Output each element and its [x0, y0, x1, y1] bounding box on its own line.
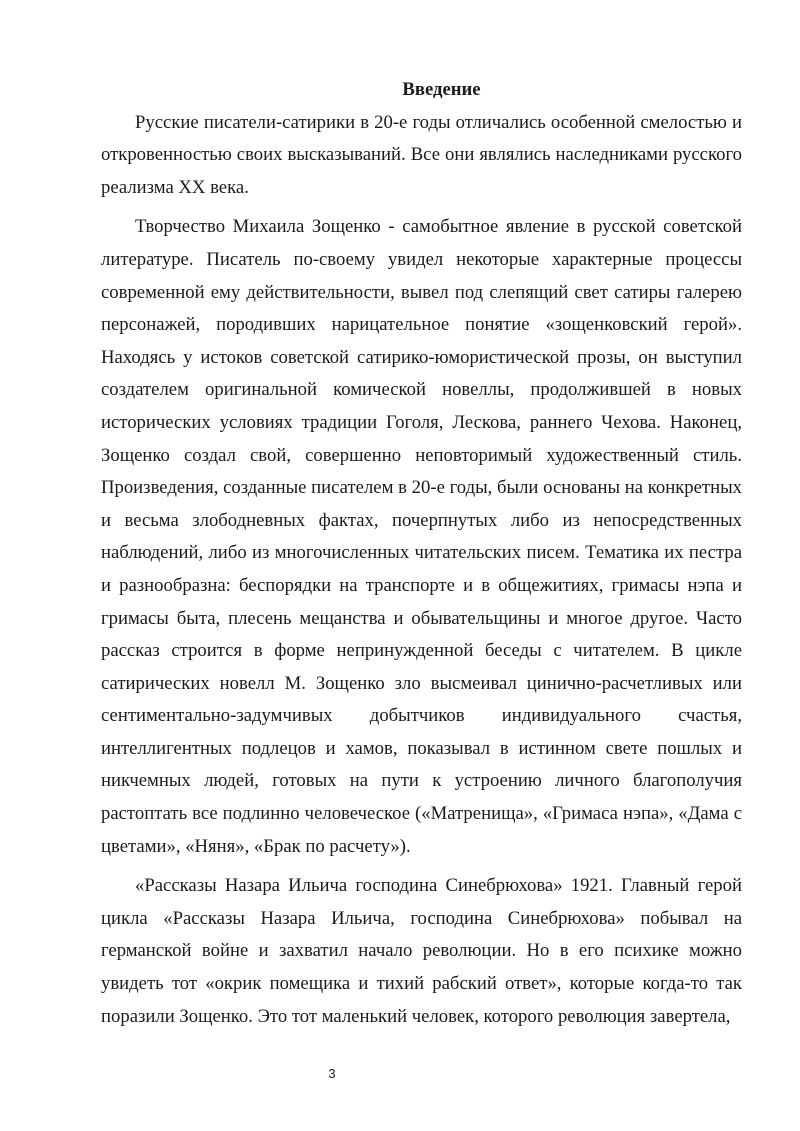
paragraph-3: «Рассказы Назара Ильича господина Синебрюхова» 1921. Главный герой цикла «Рассказы Назара Ильича, господина Синебрюхова» побывал на германской войне и захватил начало революции. Но в его психике можно увидеть тот «окрик помещика и тихий рабский ответ», которые когда-то так поразили Зощенко. Это тот маленький человек, которого революция завертела, [101, 875, 742, 1027]
section-title: Введение [402, 79, 481, 100]
paragraph-1: Русские писатели-сатирики в 20-е годы отличались особенной смелостью и откровенностью своих высказываний. Все они являлись наследниками русского реализма XX века. [101, 111, 742, 198]
page-number: 3 [328, 1066, 336, 1081]
document-body [101, 74, 742, 1033]
paragraph-2: Творчество Михаила Зощенко - самобытное явление в русской советской литературе. Писатель по-своему увидел некоторые характерные процессы современной ему действительности, вывел под слепящий свет сатиры галерею персонажей, породивших нарицательное понятие «зощенковский герой». Находясь у истоков советской сатирико-юмористической прозы, он выступил создателем оригинальной комической новеллы, продолжившей в новых исторических условиях традиции Гоголя, Лескова, раннего Чехова. Наконец, Зощенко создал свой, совершенно неповторимый художественный стиль. Произведения, созданные писателем в 20-е годы, были основаны на конкретных и весьма злободневных фактах, почерпнутых либо из непосредственных наблюдений, либо из многочисленных читательских писем. Тематика их пестра и разнообразна: беспорядки на транспорте и в общежитиях, гримасы нэпа и гримасы быта, плесень мещанства и обывательщины и многое другое. Часто рассказ строится в форме непринужденной беседы с читателем. В цикле сатирических новелл М. Зощенко зло высмеивал цинично-расчетливых или сентиментально-задумчивых добытчиков индивидуального счастья, интеллигентных подлецов и хамов, показывал в истинном свете пошлых и никчемных людей, готовых на пути к устроению личного благополучия растоптать все подлинно человеческое («Матренища», «Гримаса нэпа», «Дама с цветами», «Няня», «Брак по расчету»). [101, 216, 742, 857]
